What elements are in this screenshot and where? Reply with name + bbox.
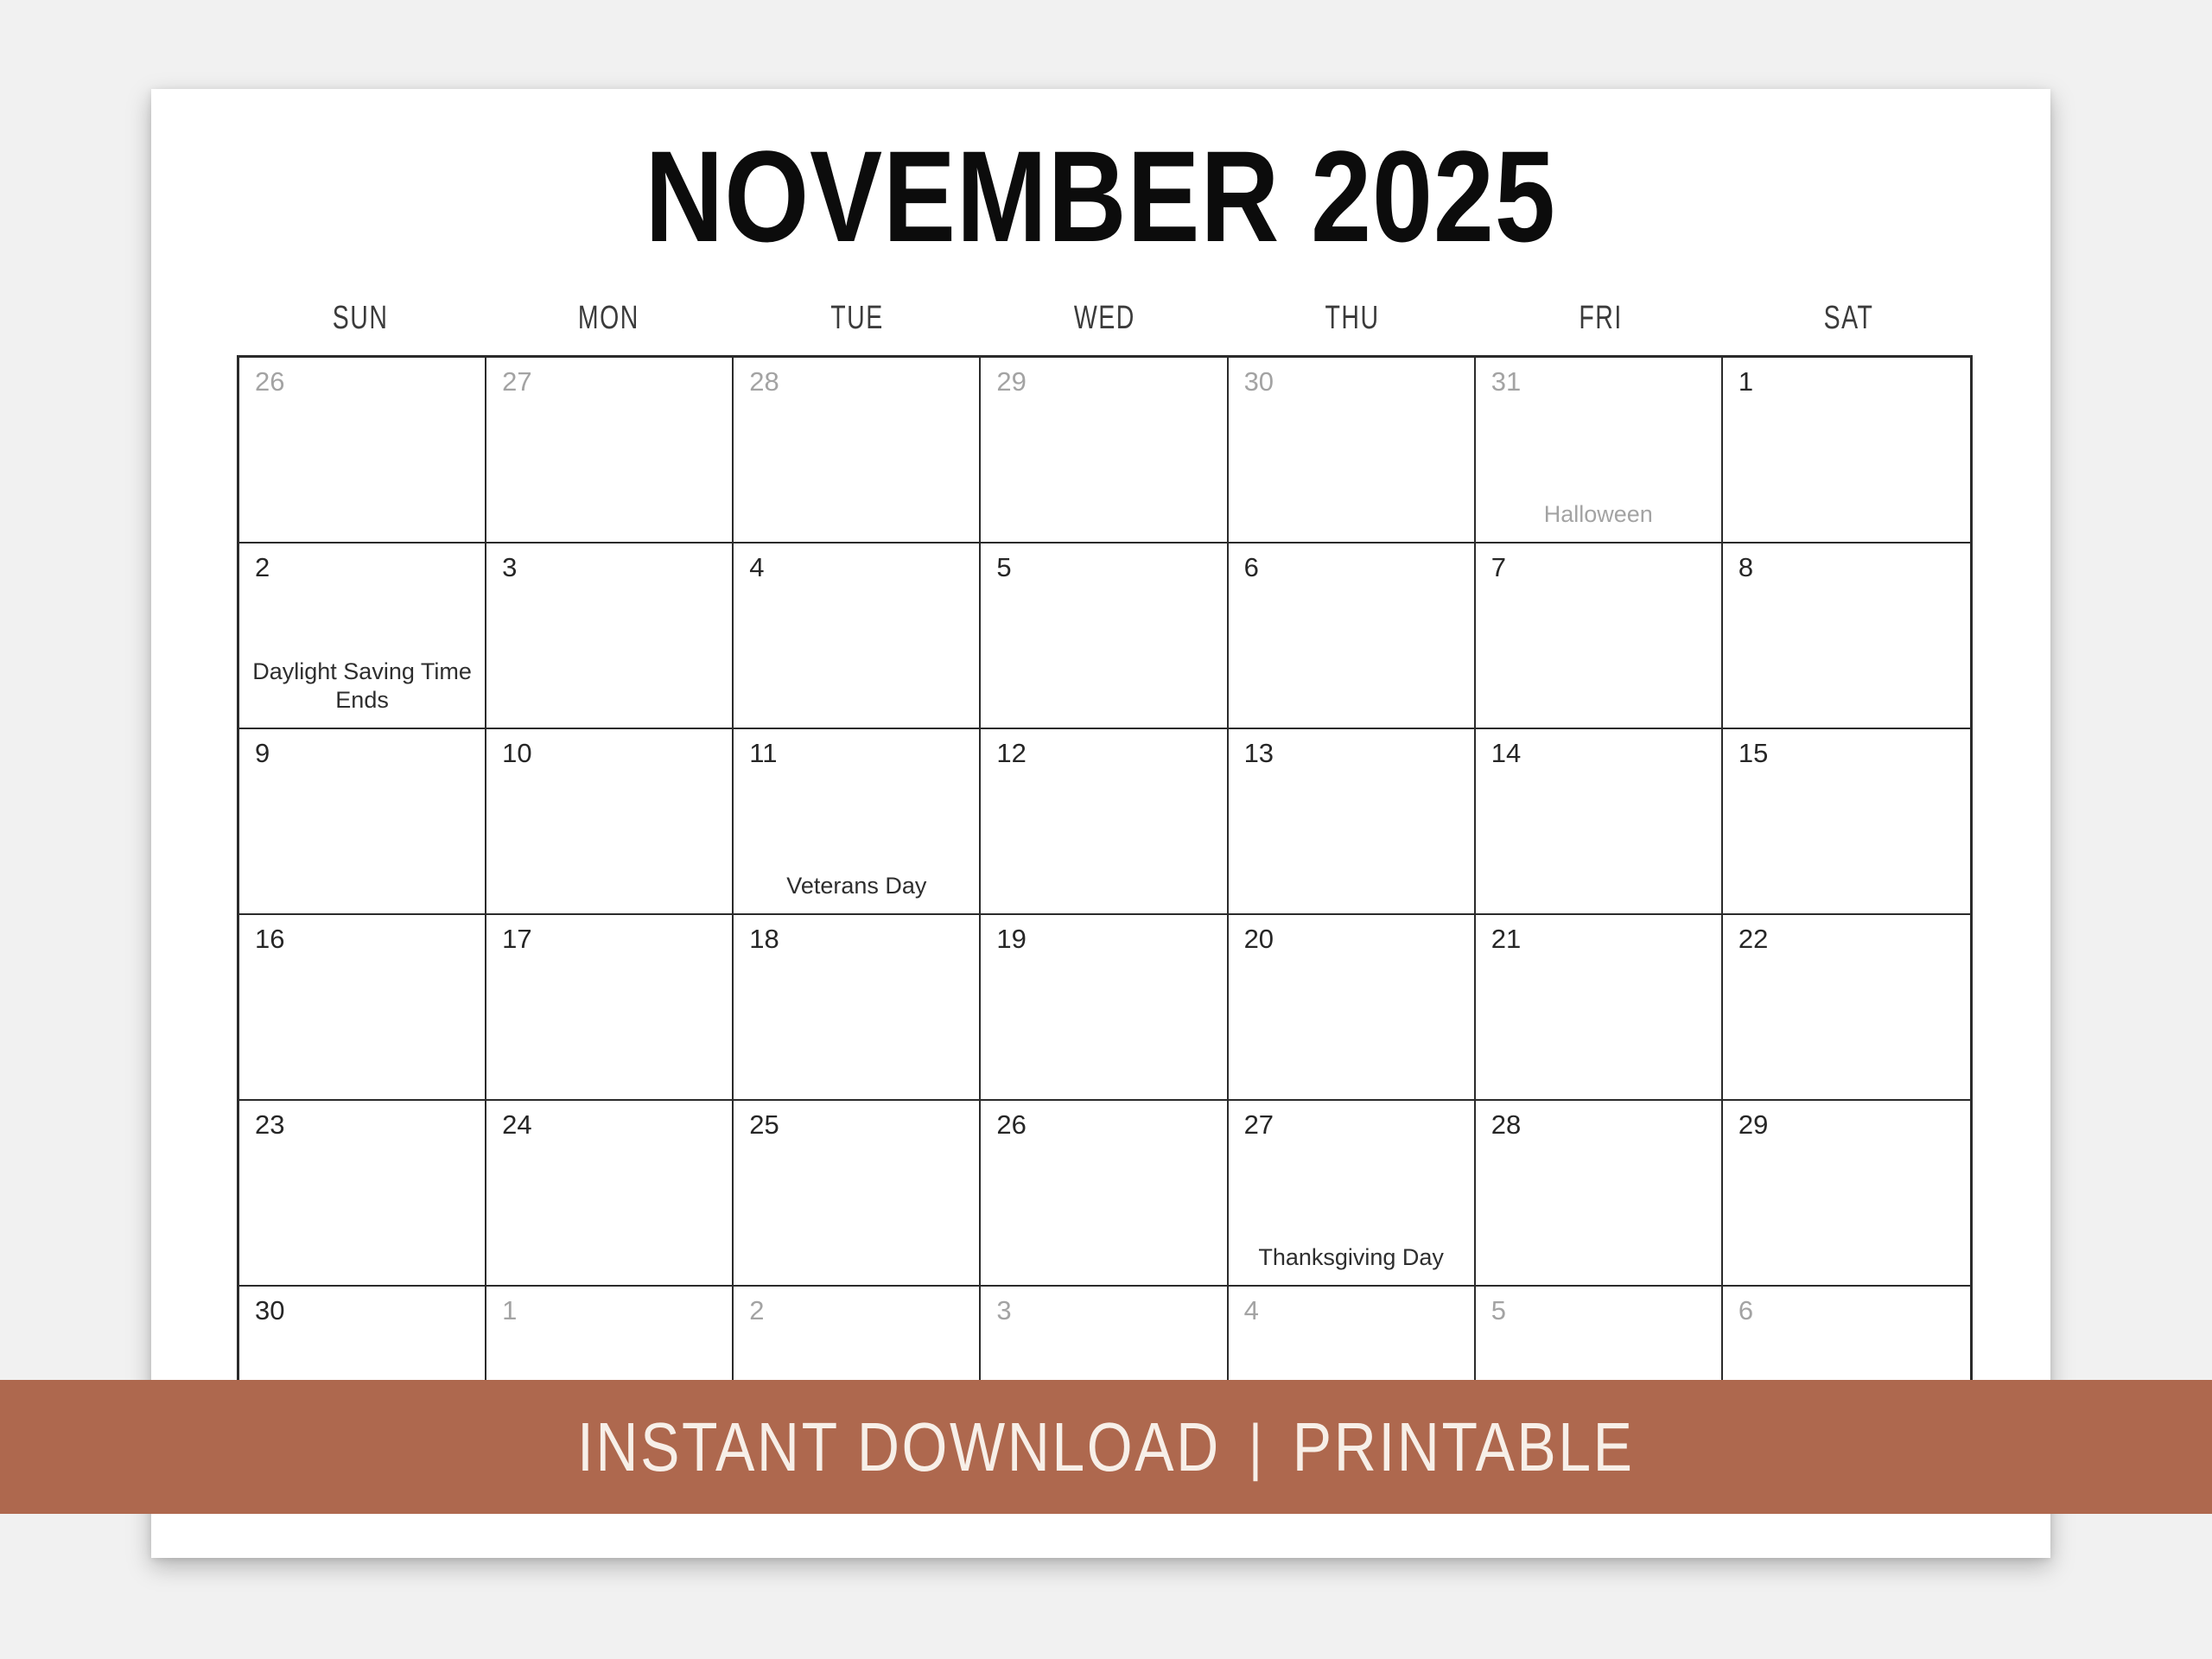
weekday-label — [1725, 300, 1973, 337]
day-number: 10 — [502, 738, 532, 768]
promo-printable-label: PRINTABLE — [1293, 1408, 1635, 1485]
day-number: 25 — [749, 1109, 779, 1140]
calendar-page — [151, 89, 2050, 1558]
day-number: 27 — [1243, 1109, 1274, 1140]
calendar-cell — [239, 1101, 486, 1287]
weekday-label — [1229, 300, 1477, 337]
weekday-label-text: SAT — [1823, 300, 1874, 336]
day-number: 11 — [749, 738, 778, 768]
calendar-cell — [1229, 1101, 1476, 1287]
weekday-label-text: WED — [1074, 300, 1135, 336]
calendar-grid — [237, 355, 1973, 1475]
weekday-label-text: FRI — [1579, 300, 1623, 336]
calendar-cell — [1229, 358, 1476, 543]
day-number: 15 — [1738, 738, 1769, 768]
calendar-cell — [734, 358, 981, 543]
calendar-title-text: NOVEMBER 2025 — [645, 124, 1557, 269]
day-number: 17 — [502, 924, 532, 954]
day-number: 26 — [255, 366, 285, 397]
day-number: 1 — [1738, 366, 1754, 397]
promo-instant-download-label: INSTANT DOWNLOAD — [577, 1408, 1221, 1485]
day-number: 30 — [255, 1295, 285, 1325]
calendar-cell — [1723, 915, 1970, 1101]
day-number: 8 — [1738, 552, 1754, 582]
day-number: 3 — [502, 552, 518, 582]
weekday-label-text: TUE — [830, 300, 884, 336]
day-number: 29 — [1738, 1109, 1769, 1140]
weekday-label-text: MON — [578, 300, 639, 336]
calendar-cell — [981, 543, 1228, 729]
day-number: 31 — [1491, 366, 1522, 397]
day-number: 27 — [502, 366, 532, 397]
calendar-cell — [1476, 358, 1723, 543]
day-number: 4 — [1243, 1295, 1259, 1325]
day-number: 2 — [255, 552, 270, 582]
calendar-cell — [981, 1101, 1228, 1287]
weekday-label — [237, 300, 485, 337]
day-number: 1 — [502, 1295, 518, 1325]
weekday-header-row — [237, 295, 1973, 342]
calendar-cell — [486, 358, 734, 543]
day-number: 23 — [255, 1109, 285, 1140]
calendar-cell — [1229, 543, 1476, 729]
event-label: Halloween — [1543, 500, 1653, 527]
day-number: 9 — [255, 738, 270, 768]
event-label: Thanksgiving Day — [1258, 1243, 1444, 1270]
day-number: 29 — [996, 366, 1027, 397]
weekday-label-text: THU — [1325, 300, 1381, 336]
day-number: 16 — [255, 924, 285, 954]
calendar-cell — [486, 915, 734, 1101]
promo-divider: | — [1249, 1412, 1265, 1482]
day-number: 4 — [749, 552, 765, 582]
calendar-cell — [239, 543, 486, 729]
calendar-cell — [486, 1101, 734, 1287]
weekday-label — [485, 300, 733, 337]
promo-banner-text — [577, 1408, 1635, 1487]
calendar-cell — [734, 729, 981, 915]
calendar-cell — [1723, 543, 1970, 729]
calendar-cell — [734, 915, 981, 1101]
calendar-cell — [1723, 729, 1970, 915]
calendar-cell — [981, 915, 1228, 1101]
weekday-label — [1477, 300, 1725, 337]
calendar-cell — [1476, 915, 1723, 1101]
day-number: 13 — [1243, 738, 1274, 768]
day-number: 28 — [749, 366, 779, 397]
day-number: 5 — [1491, 1295, 1506, 1325]
calendar-cell — [1229, 915, 1476, 1101]
day-number: 28 — [1491, 1109, 1522, 1140]
calendar-cell — [1229, 729, 1476, 915]
day-number: 5 — [996, 552, 1012, 582]
calendar-cell — [1476, 543, 1723, 729]
day-number: 30 — [1243, 366, 1274, 397]
calendar-cell — [1723, 358, 1970, 543]
event-label: Daylight Saving Time Ends — [252, 658, 472, 713]
calendar-cell — [734, 543, 981, 729]
day-number: 7 — [1491, 552, 1506, 582]
calendar-cell — [486, 729, 734, 915]
promo-banner — [0, 1380, 2212, 1514]
calendar-cell — [1723, 1101, 1970, 1287]
day-number: 18 — [749, 924, 779, 954]
day-number: 3 — [996, 1295, 1012, 1325]
day-number: 24 — [502, 1109, 532, 1140]
calendar-cell — [981, 358, 1228, 543]
weekday-label-text: SUN — [333, 300, 389, 336]
weekday-label — [733, 300, 981, 337]
day-number: 6 — [1738, 1295, 1754, 1325]
day-number: 2 — [749, 1295, 765, 1325]
calendar-cell — [1476, 729, 1723, 915]
calendar-cell — [981, 729, 1228, 915]
calendar-cell — [239, 729, 486, 915]
day-number: 22 — [1738, 924, 1769, 954]
day-number: 20 — [1243, 924, 1274, 954]
day-number: 26 — [996, 1109, 1027, 1140]
calendar-cell — [486, 543, 734, 729]
day-number: 6 — [1243, 552, 1259, 582]
calendar-cell — [1476, 1101, 1723, 1287]
event-label: Veterans Day — [786, 872, 927, 899]
day-number: 21 — [1491, 924, 1522, 954]
day-number: 12 — [996, 738, 1027, 768]
day-number: 14 — [1491, 738, 1522, 768]
day-number: 19 — [996, 924, 1027, 954]
calendar-cell — [239, 358, 486, 543]
calendar-cell — [239, 915, 486, 1101]
calendar-cell — [734, 1101, 981, 1287]
weekday-label — [981, 300, 1229, 337]
calendar-title — [151, 122, 2050, 271]
